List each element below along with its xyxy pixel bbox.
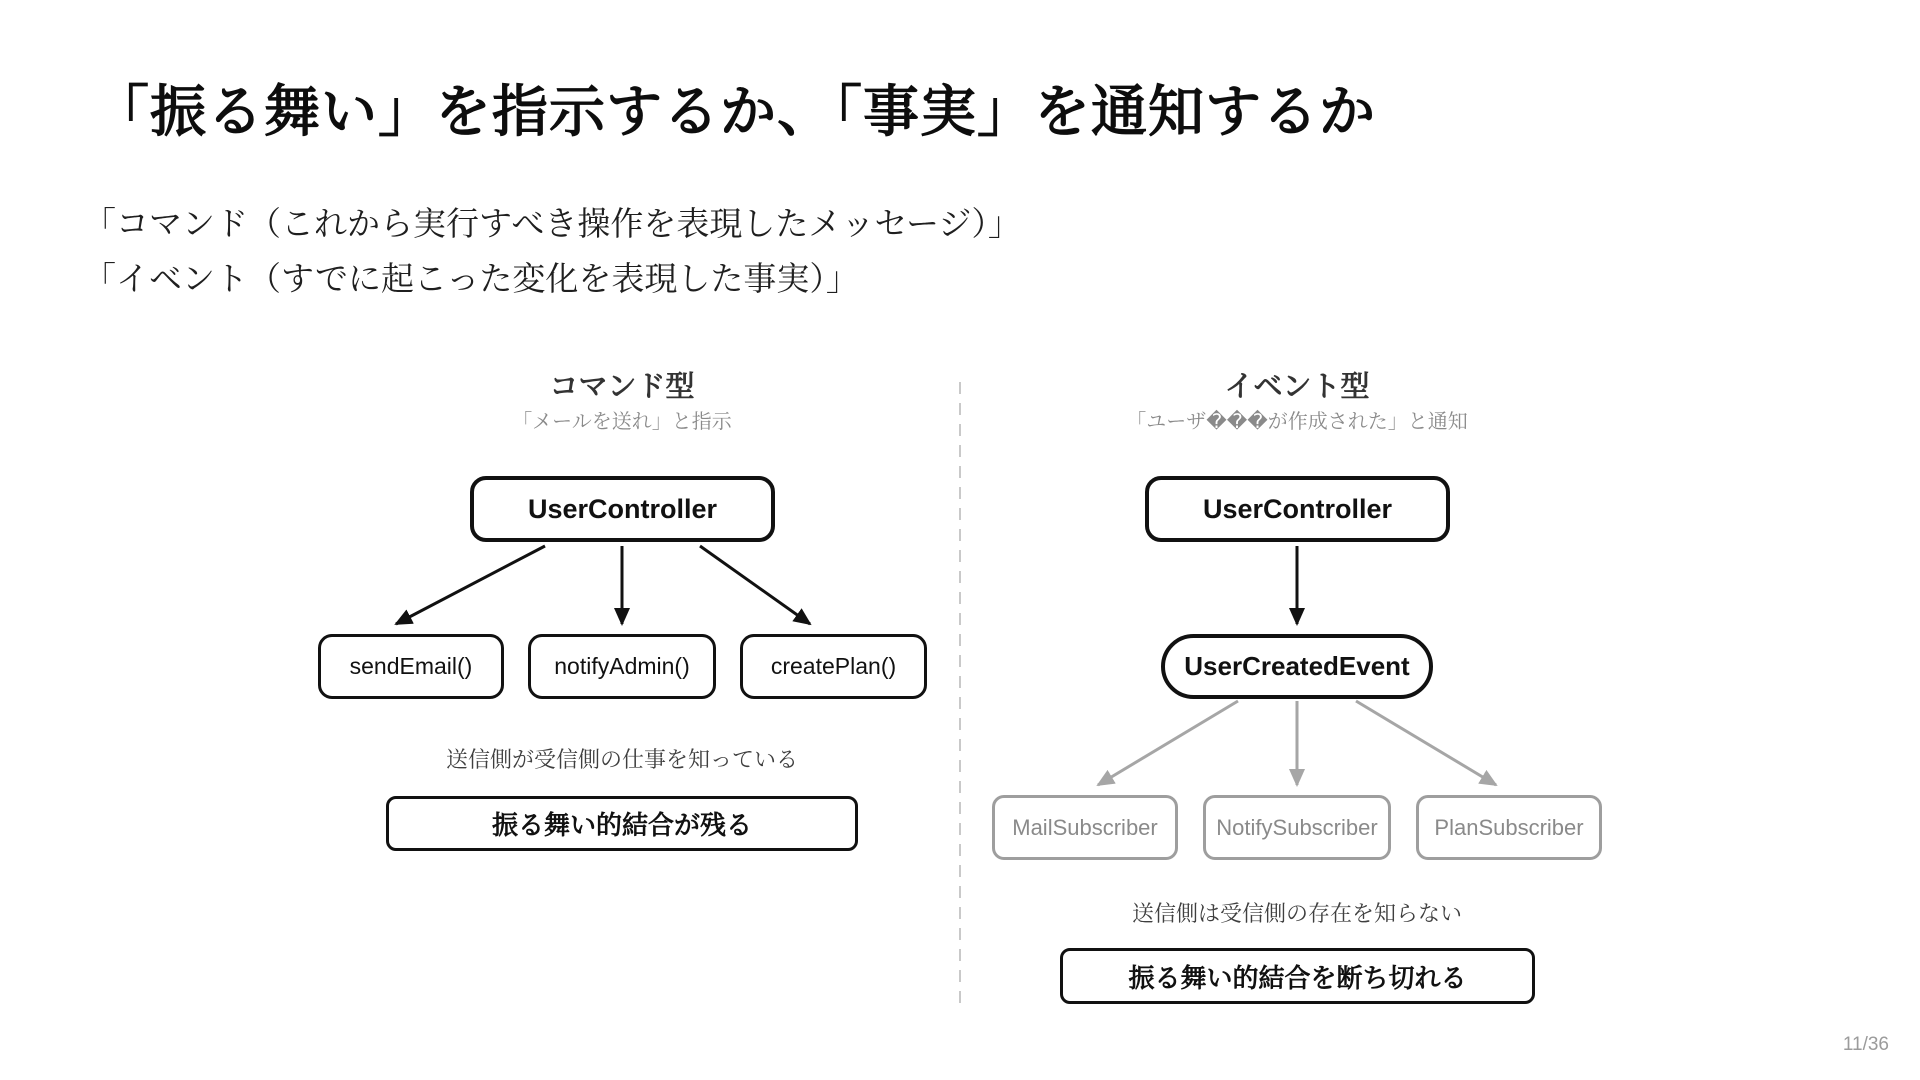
command-conclusion-box: 振る舞い的結合が残る: [386, 796, 858, 851]
node-createplan: createPlan(): [740, 634, 927, 699]
command-diagram-caption: 送信側が受信側の仕事を知っている: [445, 747, 798, 772]
page-number: 11/36: [1842, 1034, 1889, 1055]
arrow-event-to-plansubscriber: [1356, 701, 1496, 785]
arrow-controller-to-sendemail: [396, 546, 545, 624]
arrow-controller-to-createplan: [700, 546, 810, 624]
event-conclusion-box: 振る舞い的結合を断ち切れる: [1060, 948, 1535, 1004]
event-diagram-heading: イベント型: [1224, 371, 1370, 403]
command-diagram-subheading: 「メールを送れ」と指示: [512, 411, 732, 433]
slide-title: 「振る舞い」を指示するか、「事実」を通知するか: [93, 80, 1376, 143]
node-usercontroller-event: UserController: [1145, 476, 1450, 542]
command-diagram-heading: コマンド型: [549, 371, 695, 403]
node-sendemail: sendEmail(): [318, 634, 504, 699]
node-notifysubscriber: NotifySubscriber: [1203, 795, 1391, 860]
arrow-event-to-mailsubscriber: [1098, 701, 1238, 785]
node-notifyadmin: notifyAdmin(): [528, 634, 716, 699]
node-mailsubscriber: MailSubscriber: [992, 795, 1178, 860]
node-usercreatedevent: UserCreatedEvent: [1161, 634, 1433, 699]
body-line-event: 「イベント（すでに起こった変化を表現した事実）」: [83, 260, 859, 297]
node-plansubscriber: PlanSubscriber: [1416, 795, 1602, 860]
body-line-command: 「コマンド（これから実行すべき操作を表現したメッセージ）」: [83, 205, 1021, 242]
node-usercontroller-command: UserController: [470, 476, 775, 542]
event-diagram-subheading: 「ユーザ���が作成された」と通知: [1126, 411, 1468, 433]
event-diagram-caption: 送信側は受信側の存在を知らない: [1131, 901, 1462, 926]
